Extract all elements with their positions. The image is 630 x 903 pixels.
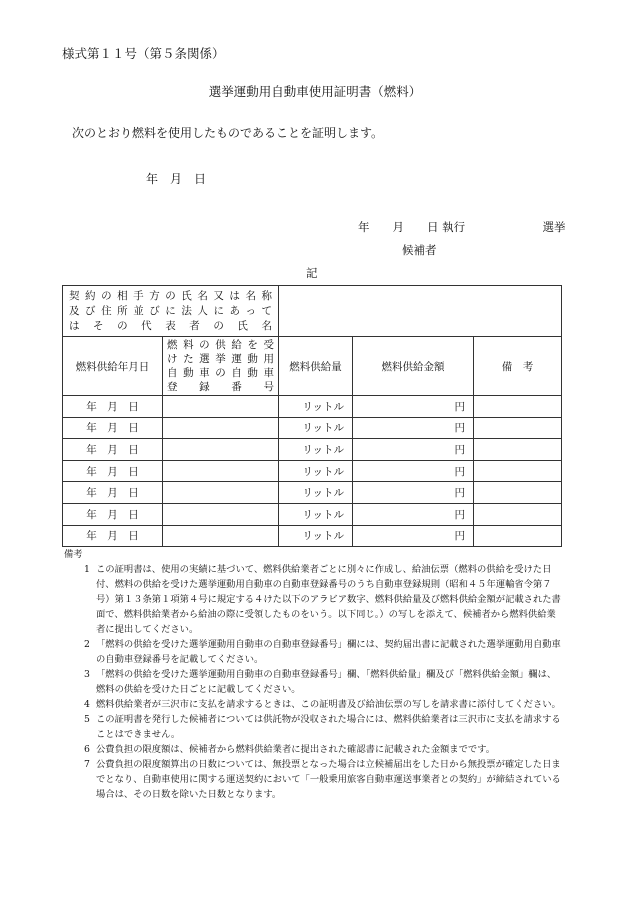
note-item: [62, 637, 562, 667]
note-text: 公費負担の限度額算出の日数については、無投票となった場合は立候補届出をした日から無投票が確定した日までとなり、自動車使用に関する運送契約において「一般乗用旅客自動車運送事業者との契約」が締結されている場合は、その日数を除いた日数となります。: [96, 759, 561, 800]
contract-label-line: 契約の相手方の氏名又は名称: [69, 289, 272, 302]
note-item: [62, 742, 562, 757]
notes-section: [62, 547, 562, 802]
table-row: [63, 525, 562, 547]
supply-date-cell[interactable]: 年 月 日: [63, 417, 163, 439]
note-item: [62, 757, 562, 802]
fuel-amount-cell[interactable]: リットル: [279, 503, 353, 525]
table-row: [63, 396, 562, 418]
note-number: 6: [84, 744, 90, 755]
note-text: この証明書は、使用の実績に基づいて、燃料供給業者ごとに別々に作成し、給油伝票（燃料の供給を受けた日付、燃料の供給を受けた選挙運動用自動車の自動車登録番号のうち自動車登録規則（昭和４５年運輸省令第７号）第１３条第１項第４号に規定する４けた以下のアラビア数字、燃料供給量及び燃料供給金額が記載された書面で、燃料供給業者から給油の際に受領したものをいう。以下同じ。）の写しを添えて、候補者から燃料供給業者に提出してください。: [96, 564, 561, 635]
fuel-amount-cell[interactable]: リットル: [279, 525, 353, 547]
remarks-cell[interactable]: [474, 417, 562, 439]
table-row: [63, 439, 562, 461]
remarks-cell[interactable]: [474, 439, 562, 461]
note-item: [62, 697, 562, 712]
fuel-price-cell[interactable]: 円: [353, 460, 474, 482]
contract-party-row: [63, 286, 562, 337]
candidate-label: 候補者: [402, 243, 437, 257]
registration-cell[interactable]: [163, 460, 279, 482]
certification-date: 年 月 日: [146, 172, 207, 186]
record-mark: 記: [306, 266, 318, 280]
reg-header-line: 燃料の供給を受: [167, 339, 274, 351]
remarks-cell[interactable]: [474, 482, 562, 504]
note-item: [62, 562, 562, 637]
supply-date-cell[interactable]: 年 月 日: [63, 460, 163, 482]
note-number: 1: [84, 564, 90, 575]
fuel-price-cell[interactable]: 円: [353, 396, 474, 418]
fuel-amount-cell[interactable]: リットル: [279, 482, 353, 504]
fuel-price-cell[interactable]: 円: [353, 482, 474, 504]
remarks-cell[interactable]: [474, 396, 562, 418]
note-text: 燃料供給業者が三沢市に支払を請求するときは、この証明書及び給油伝票の写しを請求書に添付してください。: [96, 699, 561, 710]
fuel-amount-cell[interactable]: リットル: [279, 396, 353, 418]
col-header-registration: [163, 337, 279, 396]
col-header-date: 燃料供給年月日: [63, 337, 163, 396]
col-header-price: 燃料供給金額: [353, 337, 474, 396]
note-text: 「燃料の供給を受けた選挙運動用自動車の自動車登録番号」欄には、契約届出書に記載された選挙運動用自動車の自動車登録番号を記載してください。: [96, 639, 561, 665]
registration-cell[interactable]: [163, 396, 279, 418]
registration-cell[interactable]: [163, 439, 279, 461]
supply-date-cell[interactable]: 年 月 日: [63, 482, 163, 504]
fuel-price-cell[interactable]: 円: [353, 525, 474, 547]
fuel-price-cell[interactable]: 円: [353, 503, 474, 525]
supply-date-cell[interactable]: 年 月 日: [63, 396, 163, 418]
supply-date-cell[interactable]: 年 月 日: [63, 439, 163, 461]
registration-cell[interactable]: [163, 525, 279, 547]
fuel-usage-table: [62, 285, 562, 547]
reg-header-line: 登 録 番 号: [167, 381, 274, 393]
execution-date: 年 月 日 執行: [358, 220, 466, 234]
fuel-amount-cell[interactable]: リットル: [279, 417, 353, 439]
remarks-cell[interactable]: [474, 503, 562, 525]
fuel-amount-cell[interactable]: リットル: [279, 460, 353, 482]
certification-statement: 次のとおり燃料を使用したものであることを証明します。: [72, 126, 384, 140]
fuel-amount-cell[interactable]: リットル: [279, 439, 353, 461]
col-header-amount: 燃料供給量: [279, 337, 353, 396]
note-item: [62, 712, 562, 742]
remarks-cell[interactable]: [474, 525, 562, 547]
election-execution-line: [358, 219, 565, 235]
note-number: 5: [84, 714, 90, 725]
supply-date-cell[interactable]: 年 月 日: [63, 503, 163, 525]
table-row: [63, 460, 562, 482]
table-row: [63, 503, 562, 525]
note-text: 公費負担の限度額は、候補者から燃料供給業者に提出された確認書に記載された金額までです。: [96, 744, 496, 755]
remarks-cell[interactable]: [474, 460, 562, 482]
contract-label-line: はその代表者の氏名: [69, 319, 272, 332]
reg-header-line: 自動車の自動車: [167, 367, 274, 379]
column-header-row: [63, 337, 562, 396]
election-name: 選挙: [542, 220, 566, 234]
table-row: [63, 417, 562, 439]
contract-party-value[interactable]: [279, 286, 562, 337]
registration-cell[interactable]: [163, 417, 279, 439]
note-item: [62, 667, 562, 697]
reg-header-line: けた選挙運動用: [167, 353, 274, 365]
fuel-price-cell[interactable]: 円: [353, 417, 474, 439]
supply-date-cell[interactable]: 年 月 日: [63, 525, 163, 547]
table-row: [63, 482, 562, 504]
registration-cell[interactable]: [163, 503, 279, 525]
note-number: 4: [84, 699, 90, 710]
contract-party-label: [63, 286, 279, 337]
note-number: 3: [84, 669, 90, 680]
registration-cell[interactable]: [163, 482, 279, 504]
contract-label-line: 及び住所並びに法人にあって: [69, 304, 272, 317]
fuel-price-cell[interactable]: 円: [353, 439, 474, 461]
note-number: 7: [84, 759, 90, 770]
note-text: この証明書を発行した候補者については供託物が没収された場合には、燃料供給業者は三沢市に支払を請求することはできません。: [96, 714, 561, 740]
note-text: 「燃料の供給を受けた選挙運動用自動車の自動車登録番号」欄、「燃料供給量」欄及び「燃料供給金額」欄は、燃料の供給を受けた日ごとに記載してください。: [96, 669, 557, 695]
notes-title: 備考: [64, 549, 83, 560]
col-header-remarks: 備 考: [474, 337, 562, 396]
note-number: 2: [84, 639, 90, 650]
form-number: 様式第１１号（第５条関係）: [62, 46, 225, 61]
document-title: 選挙運動用自動車使用証明書（燃料）: [208, 84, 422, 99]
